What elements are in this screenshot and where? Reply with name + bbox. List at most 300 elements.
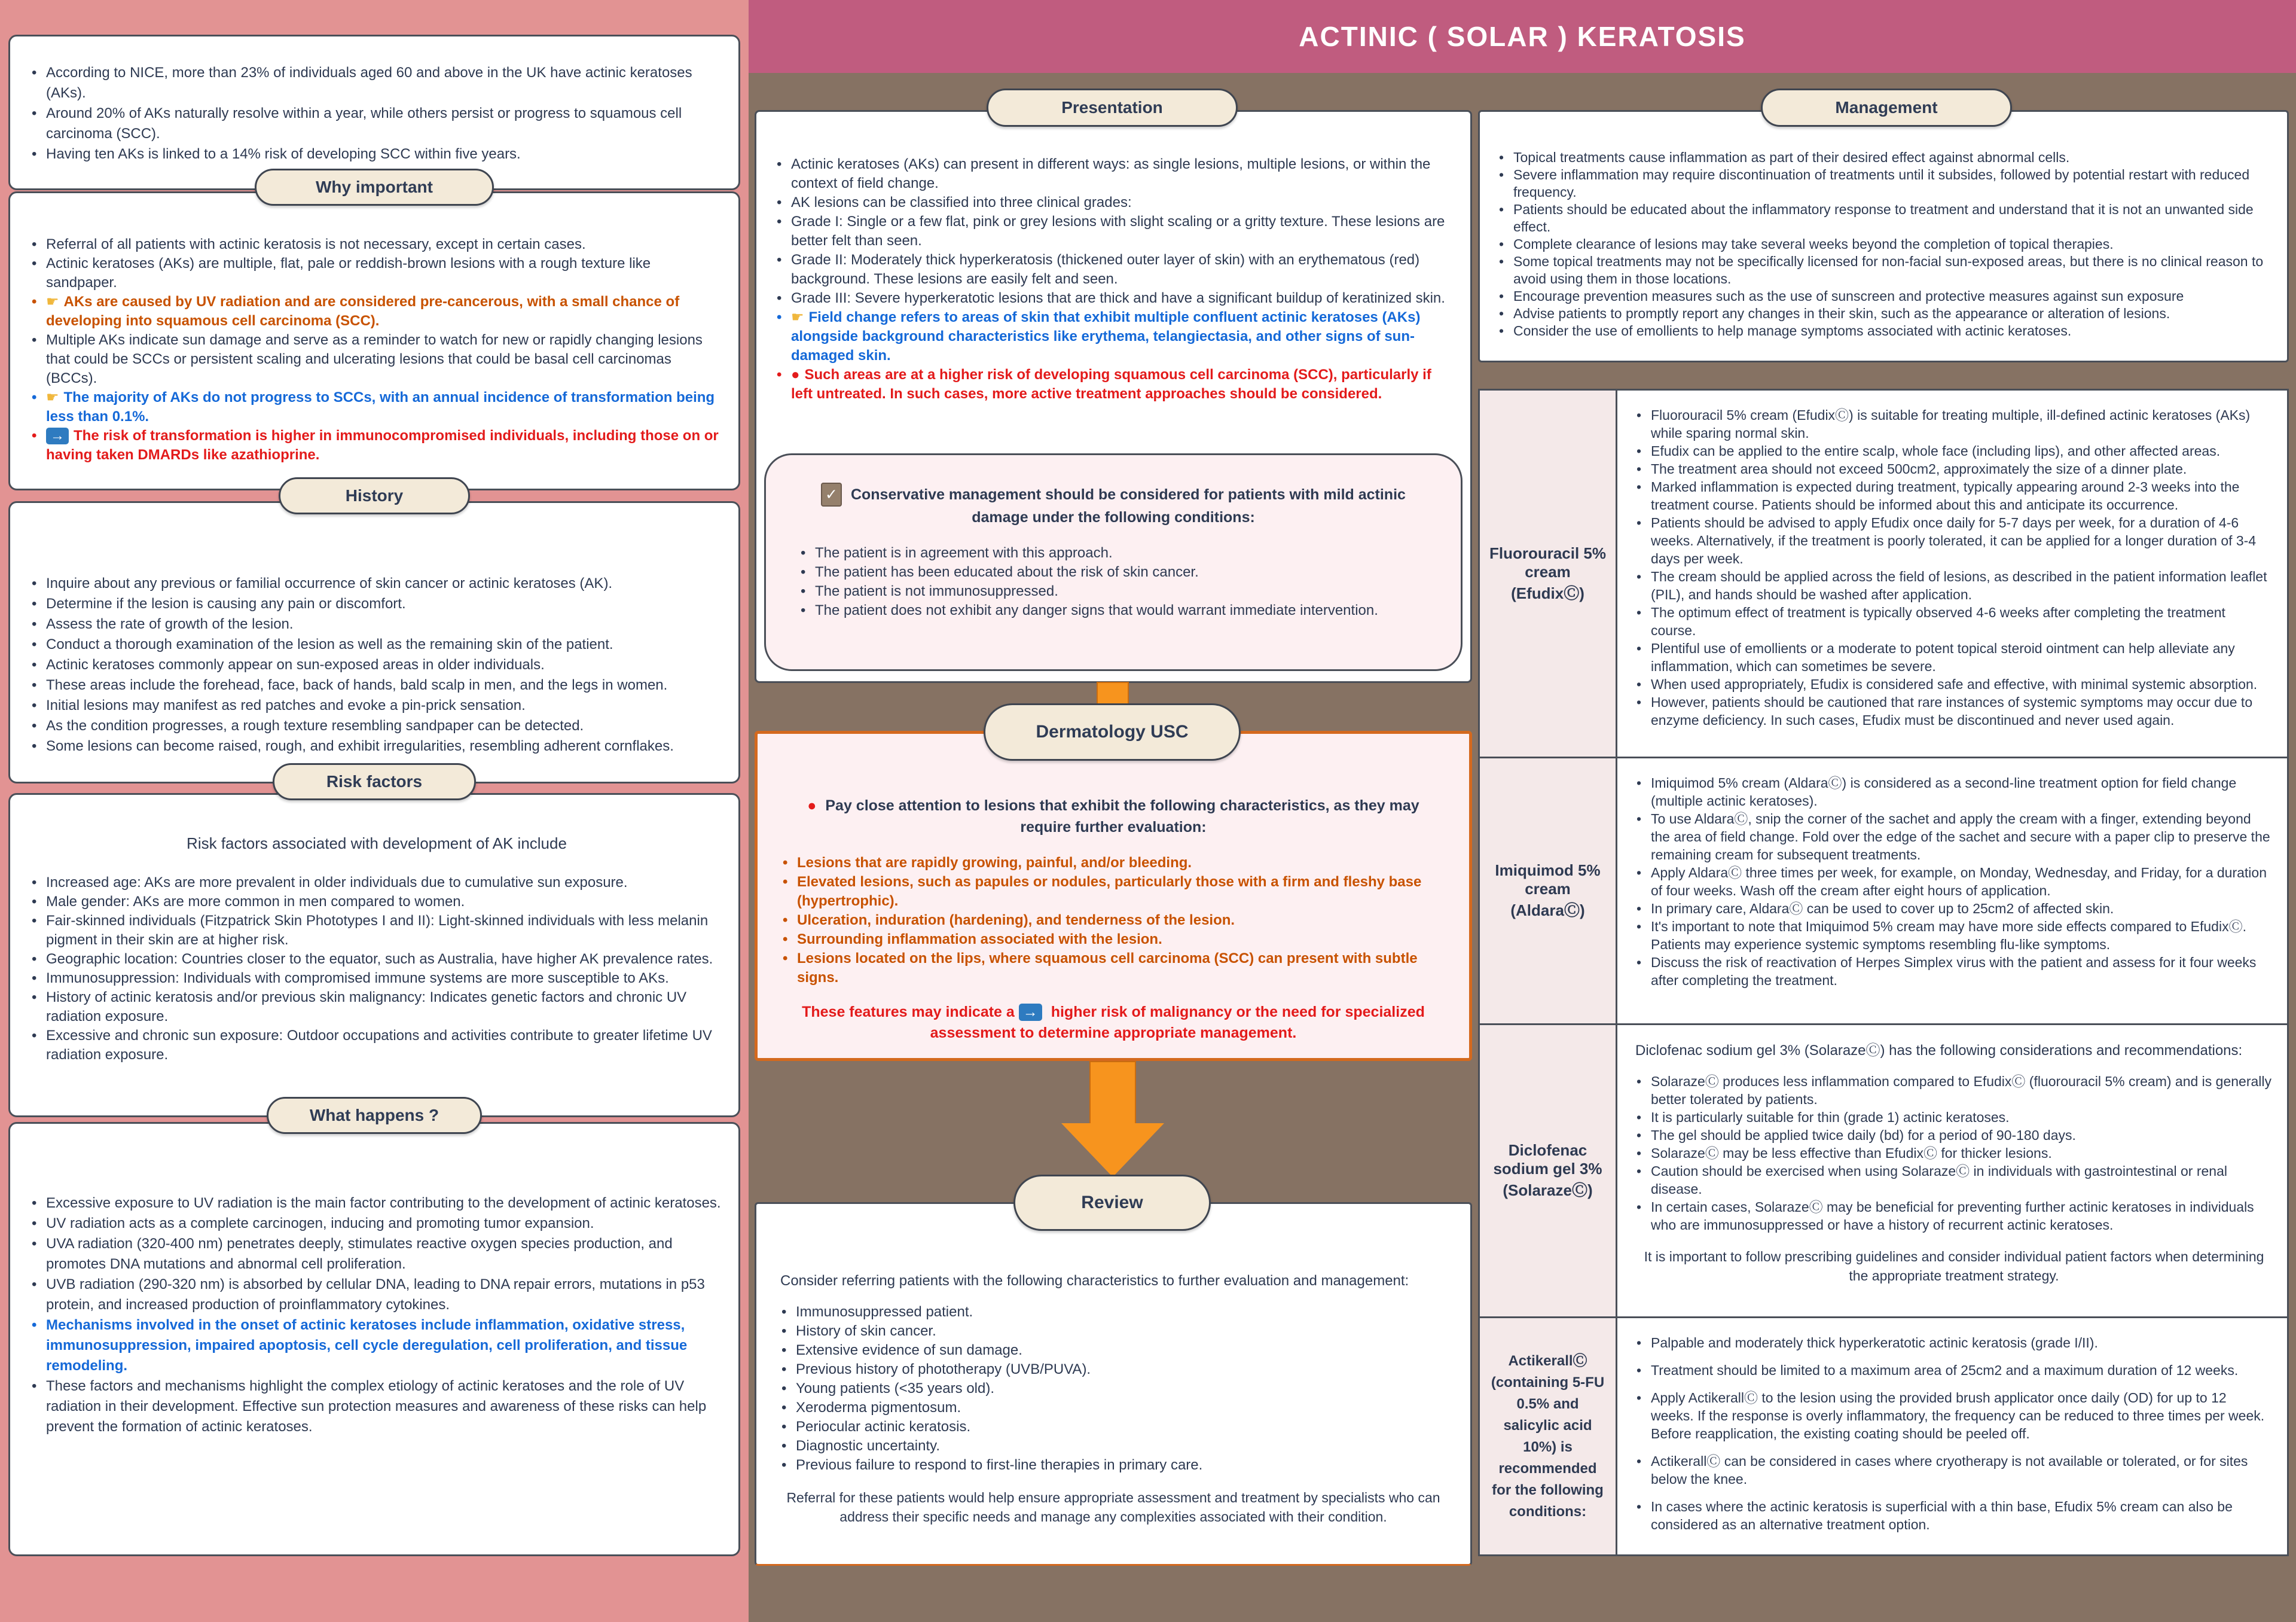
item-text: Consider the use of emollients to help manage symptoms associated with actinic keratoses.: [1513, 323, 2072, 339]
list-item: [1635, 478, 2273, 514]
item-text: UVA radiation (320-400 nm) penetrates deeply, stimulates reactive oxygen species production, and promotes DNA mutations and abnormal cell proliferation.: [46, 1236, 673, 1272]
finger-point-icon: ☛: [791, 309, 804, 325]
list-item: [30, 292, 723, 331]
bullet-marker: •: [783, 912, 788, 928]
bullet-marker: •: [1636, 811, 1642, 827]
treatment-row-content: [1617, 757, 2287, 1023]
finger-point-icon: ☛: [46, 294, 59, 310]
list-item: [799, 563, 1427, 582]
risk-factors-box: [8, 793, 740, 1117]
bullet-marker: •: [781, 1323, 787, 1339]
item-text: AKs are caused by UV radiation and are considered pre-cancerous, with a small chance of developing into squamous cell carcinoma (SCC).: [46, 294, 680, 329]
section-badge-why-important: [255, 169, 494, 206]
item-text: UVB radiation (290-320 nm) is absorbed by cellular DNA, leading to DNA repair errors, mutations in p53 protein, and increased production of proinflammatory cytokines.: [46, 1276, 705, 1313]
badge-label: History: [345, 486, 404, 505]
list-item: [1635, 1108, 2273, 1126]
list-item: [799, 601, 1427, 620]
list-item: [775, 365, 1455, 404]
bullet-marker: •: [32, 332, 37, 348]
item-text: History of skin cancer.: [796, 1323, 936, 1339]
item-text: Xeroderma pigmentosum.: [796, 1400, 961, 1416]
item-text: Conduct a thorough examination of the lesion as well as the remaining skin of the patient.: [46, 636, 613, 653]
list-item: [30, 716, 723, 736]
list-item: [1635, 1162, 2273, 1198]
item-text: Multiple AKs indicate sun damage and serve as a reminder to watch for new or rapidly changing lesions that could be SCCs or persistent scaling and ulcerating lesions that could be basal cell carcinomas (BCCs).: [46, 332, 703, 386]
bullet-marker: •: [32, 1378, 37, 1394]
list-item: [30, 1234, 723, 1275]
section-badge-dermatology-usc: [984, 703, 1241, 761]
list-item: [1498, 166, 2273, 201]
bullet-marker: •: [32, 1028, 37, 1044]
list-item: [775, 212, 1455, 251]
bullet-marker: •: [1499, 254, 1504, 269]
bullet-marker: •: [32, 1195, 37, 1211]
item-text: Some topical treatments may not be specifically licensed for non-facial sun-exposed areas, but there is no clinical reason to avoid using them in those locations.: [1513, 254, 2264, 286]
history-list: [30, 574, 723, 757]
list-item: [1635, 693, 2273, 729]
item-text: These factors and mechanisms highlight the complex etiology of actinic keratoses and the role of UV radiation in their development. Effective sun protection measures and awareness of these risks can help prevent the formation of actinic keratoses.: [46, 1378, 707, 1435]
list-item: [780, 1417, 1446, 1437]
item-text: Determine if the lesion is causing any pain or discomfort.: [46, 596, 406, 612]
item-text: Ulceration, induration (hardening), and tenderness of the lesion.: [797, 912, 1235, 928]
title-bar: [749, 0, 2296, 73]
bullet-marker: •: [801, 583, 806, 599]
treatment-row-header: Diclofenac sodium gel 3% (SolarazeⒸ): [1480, 1023, 1617, 1316]
list-item: [1635, 1334, 2273, 1352]
risk-factors-heading: Risk factors associated with development of AK include: [187, 834, 567, 852]
bullet-marker: •: [783, 931, 788, 947]
bullet-marker: •: [32, 146, 37, 162]
list-item: [1635, 460, 2273, 478]
list-item: [781, 911, 1445, 930]
list-item: [30, 1026, 723, 1065]
conservative-management-box: [764, 453, 1463, 671]
bullet-marker: •: [32, 1215, 37, 1231]
item-text: However, patients should be cautioned that rare instances of systemic symptoms may occur due to enzyme deficiency. In such cases, Efudix must be discontinued and never used again.: [1651, 694, 2253, 728]
list-item: [1498, 322, 2273, 340]
bullet-marker: •: [32, 236, 37, 252]
treatment-row-header: ActikerallⒸ (containing 5-FU 0.5% and salicylic acid 10%) is recommended for the following conditions:: [1480, 1316, 1617, 1554]
list-item: [780, 1360, 1446, 1379]
item-text: Assess the rate of growth of the lesion.: [46, 616, 294, 632]
why-important-list: [30, 235, 723, 465]
item-text: Extensive evidence of sun damage.: [796, 1342, 1022, 1358]
list-item: [775, 308, 1455, 365]
bullet-marker: •: [32, 970, 37, 986]
list-item: [780, 1322, 1446, 1341]
red-dot-icon: ●: [791, 367, 800, 383]
item-text: The optimum effect of treatment is typically observed 4-6 weeks after completing the treatment course.: [1651, 605, 2225, 638]
item-text: AK lesions can be classified into three clinical grades:: [791, 194, 1132, 211]
treatment-list: [1635, 1072, 2273, 1234]
item-text: In cases where the actinic keratosis is superficial with a thin base, Efudix 5% cream can also be considered as an alternative treatment option.: [1651, 1499, 2233, 1532]
bullet-marker: •: [32, 1276, 37, 1292]
item-text: The patient has been educated about the risk of skin cancer.: [815, 564, 1199, 580]
item-text: It's important to note that Imiquimod 5% cream may have more side effects compared to EfudixⒸ. Patients may experience systemic symptoms resembling flu-like symptoms.: [1651, 919, 2246, 952]
bullet-marker: •: [1636, 1127, 1642, 1143]
bullet-marker: •: [777, 309, 782, 325]
bullet-marker: •: [1499, 202, 1504, 217]
bullet-marker: •: [1499, 306, 1504, 321]
footer-prefix: These features may indicate a: [802, 1004, 1015, 1020]
down-arrow-icon: [1089, 1061, 1136, 1126]
item-text: The treatment area should not exceed 500cm2, approximately the size of a dinner plate.: [1651, 461, 2187, 477]
item-text: The patient does not exhibit any danger signs that would warrant immediate intervention.: [815, 602, 1378, 618]
item-text: Field change refers to areas of skin that exhibit multiple confluent actinic keratoses (AKs) alongside background characteristics like erythema, telangiectasia, and other signs of sun-damaged skin.: [791, 309, 1421, 364]
list-item: [775, 155, 1455, 193]
bullet-marker: •: [32, 697, 37, 714]
bullet-marker: •: [1636, 1074, 1642, 1089]
item-text: Some lesions can become raised, rough, and exhibit irregularities, resembling adherent cornflakes.: [46, 738, 674, 754]
item-text: Palpable and moderately thick hyperkeratotic actinic keratosis (grade I/II).: [1651, 1335, 2098, 1350]
list-item: [1635, 1072, 2273, 1108]
list-item: [30, 635, 723, 655]
check-icon: ✓: [821, 483, 842, 507]
list-item: [1635, 603, 2273, 639]
list-item: [781, 949, 1445, 987]
item-text: Geographic location: Countries closer to the equator, such as Australia, have higher AK prevalence rates.: [46, 951, 713, 967]
list-item: [1635, 810, 2273, 864]
list-item: [1635, 1198, 2273, 1234]
list-item: [30, 388, 723, 426]
list-item: [30, 594, 723, 614]
bullet-marker: •: [32, 389, 37, 406]
intro-list: [30, 63, 720, 164]
item-text: Caution should be exercised when using SolarazeⒸ in individuals with gastrointestinal or renal disease.: [1651, 1163, 2227, 1197]
bullet-marker: •: [1636, 1335, 1642, 1350]
list-item: [30, 1275, 723, 1315]
bullet-marker: •: [1636, 955, 1642, 970]
bullet-marker: •: [32, 951, 37, 967]
bullet-marker: •: [32, 596, 37, 612]
item-text: The risk of transformation is higher in immunocompromised individuals, including those on or having taken DMARDs like azathioprine.: [46, 428, 719, 463]
conservative-heading: [799, 483, 1427, 528]
item-text: In primary care, AldaraⒸ can be used to cover up to 25cm2 of affected skin.: [1651, 901, 2114, 916]
bullet-marker: •: [1636, 1453, 1642, 1469]
item-text: Periocular actinic keratosis.: [796, 1419, 971, 1435]
list-item: [1635, 1498, 2273, 1533]
treatment-row-content: [1617, 1316, 2287, 1554]
bullet-marker: •: [1636, 694, 1642, 710]
list-item: [30, 103, 720, 144]
item-text: Plentiful use of emollients or a moderate to potent topical steroid ointment can help alleviate any inflammation, which can sometimes be severe.: [1651, 641, 2235, 674]
item-text: Topical treatments cause inflammation as part of their desired effect against abnormal cells.: [1513, 150, 2070, 165]
bullet-marker: •: [1636, 1199, 1642, 1215]
list-item: [30, 655, 723, 675]
bullet-marker: •: [32, 636, 37, 653]
item-text: Surrounding inflammation associated with the lesion.: [797, 931, 1162, 947]
list-item: [1635, 442, 2273, 460]
list-item: [30, 1193, 723, 1214]
bullet-marker: •: [32, 718, 37, 734]
item-text: Imiquimod 5% cream (AldaraⒸ) is considered as a second-line treatment option for field change (multiple actinic keratoses).: [1651, 775, 2237, 809]
bullet-marker: •: [1499, 150, 1504, 165]
blue-arrow-icon: →: [1019, 1004, 1042, 1021]
treatment-table: [1478, 389, 2289, 1556]
bullet-marker: •: [1636, 1145, 1642, 1161]
item-text: Fluorouracil 5% cream (EfudixⒸ) is suitable for treating multiple, ill-defined actinic keratoses (AKs) while sparing normal skin.: [1651, 407, 2251, 441]
list-item: [1498, 236, 2273, 253]
treatment-row-content: [1617, 391, 2287, 757]
bullet-marker: •: [1636, 1390, 1642, 1405]
list-item: [780, 1437, 1446, 1456]
treatment-list: [1635, 774, 2273, 989]
bullet-marker: •: [783, 874, 788, 890]
list-item: [780, 1398, 1446, 1417]
bullet-marker: •: [32, 65, 37, 81]
list-item: [775, 289, 1455, 308]
bullet-marker: •: [1636, 676, 1642, 692]
item-text: ActikerallⒸ can be considered in cases where cryotherapy is not available or tolerated, or for sites below the knee.: [1651, 1453, 2248, 1487]
list-item: [30, 988, 723, 1026]
down-arrow-head-icon: [1061, 1123, 1164, 1177]
bullet-marker: •: [1499, 236, 1504, 252]
list-item: [1635, 639, 2273, 675]
bullet-marker: •: [781, 1400, 787, 1416]
badge-label: Why important: [316, 178, 433, 196]
section-badge-management: [1761, 89, 2012, 127]
bullet-marker: •: [781, 1438, 787, 1454]
conservative-list: [799, 544, 1427, 620]
list-item: [30, 614, 723, 635]
item-text: Inquire about any previous or familial occurrence of skin cancer or actinic keratoses (AK).: [46, 575, 613, 592]
bullet-marker: •: [777, 252, 782, 268]
list-item: [1635, 1126, 2273, 1144]
list-item: [1635, 900, 2273, 917]
item-text: Having ten AKs is linked to a 14% risk of developing SCC within five years.: [46, 146, 521, 162]
item-text: The cream should be applied across the field of lesions, as described in the patient information leaflet (PIL), and hands should be washed after application.: [1651, 569, 2267, 602]
item-text: When used appropriately, Efudix is considered safe and effective, with minimal systemic absorption.: [1651, 676, 2258, 692]
list-item: [1498, 253, 2273, 288]
list-item: [30, 950, 723, 969]
bullet-marker: •: [1636, 1163, 1642, 1179]
item-text: To use AldaraⒸ, snip the corner of the sachet and apply the cream with a finger, extending beyond the area of field change. Fold over the edge of the sachet and secure with a paper clip to preserve the remaining cream for subsequent treatments.: [1651, 811, 2270, 862]
item-text: Excessive exposure to UV radiation is the main factor contributing to the development of actinic keratoses.: [46, 1195, 721, 1211]
list-item: [30, 892, 723, 911]
list-item: [1635, 917, 2273, 953]
item-text: Efudix can be applied to the entire scalp, whole face (including lips), and other affected areas.: [1651, 443, 2221, 459]
bullet-marker: •: [1636, 479, 1642, 495]
item-text: The majority of AKs do not progress to SCCs, with an annual incidence of transformation being less than 0.1%.: [46, 389, 715, 425]
list-item: [781, 873, 1445, 911]
item-text: Immunosuppression: Individuals with compromised immune systems are more susceptible to AKs.: [46, 970, 669, 986]
bullet-marker: •: [32, 913, 37, 929]
bullet-marker: •: [32, 677, 37, 693]
item-text: Actinic keratoses (AKs) are multiple, flat, pale or reddish-brown lesions with a rough texture like sandpaper.: [46, 255, 651, 291]
treatment-list: [1635, 1334, 2273, 1533]
bullet-marker: •: [781, 1361, 787, 1377]
item-text: Referral of all patients with actinic keratosis is not necessary, except in certain cases.: [46, 236, 586, 252]
list-item: [30, 1315, 723, 1376]
list-item: [30, 736, 723, 757]
what-happens-box: [8, 1122, 740, 1556]
bullet-marker: •: [32, 894, 37, 910]
list-item: [1498, 201, 2273, 236]
item-text: Treatment should be limited to a maximum area of 25cm2 and a maximum duration of 12 weeks.: [1651, 1362, 2239, 1378]
bullet-marker: •: [1636, 569, 1642, 584]
item-text: Complete clearance of lesions may take several weeks beyond the completion of topical therapies.: [1513, 236, 2114, 252]
list-item: [780, 1379, 1446, 1398]
bullet-marker: •: [32, 738, 37, 754]
review-closing: Referral for these patients would help ensure appropriate assessment and treatment by specialists who can address their specific needs and manage any complexities associated with their condition.: [786, 1490, 1440, 1525]
conservative-heading-text: Conservative management should be considered for patients with mild actinic damage under the following conditions:: [850, 486, 1406, 526]
list-item: [30, 144, 720, 164]
bullet-marker: •: [1636, 641, 1642, 656]
list-item: [775, 193, 1455, 212]
history-box: [8, 501, 740, 783]
bullet-marker: •: [781, 1457, 787, 1473]
bullet-marker: •: [32, 1236, 37, 1252]
bullet-marker: •: [781, 1342, 787, 1358]
finger-point-icon: ☛: [46, 389, 59, 406]
list-item: [1635, 406, 2273, 442]
badge-label: Review: [1081, 1193, 1143, 1212]
item-text: Lesions located on the lips, where squamous cell carcinoma (SCC) can present with subtle signs.: [797, 950, 1418, 986]
item-text: Patients should be educated about the inflammatory response to treatment and understand that it is not an unwanted side effect.: [1513, 202, 2254, 234]
bullet-marker: •: [1636, 443, 1642, 459]
item-text: As the condition progresses, a rough texture resembling sandpaper can be detected.: [46, 718, 584, 734]
item-text: Initial lesions may manifest as red patches and evoke a pin-prick sensation.: [46, 697, 526, 714]
item-text: Apply ActikerallⒸ to the lesion using the provided brush applicator once daily (OD) for up to 12 weeks. If the response is overly inflammatory, the frequency can be reduced to three times per week. Before reapplication, the existing coating should be peeled off.: [1651, 1390, 2265, 1441]
list-item: [30, 873, 723, 892]
bullet-marker: •: [1636, 901, 1642, 916]
list-item: [30, 675, 723, 696]
bullet-marker: •: [801, 545, 806, 561]
item-text: It is particularly suitable for thin (grade 1) actinic keratoses.: [1651, 1109, 2010, 1125]
badge-label: Risk factors: [326, 772, 423, 791]
left-panel: [0, 0, 749, 1622]
bullet-marker: •: [32, 989, 37, 1005]
item-text: Excessive and chronic sun exposure: Outdoor occupations and activities contribute to greater lifetime UV radiation exposure.: [46, 1028, 712, 1063]
dermatology-alert-box: [755, 731, 1472, 1061]
bullet-marker: •: [32, 575, 37, 592]
dermatology-list: [781, 853, 1445, 987]
dermatology-heading-text: Pay close attention to lesions that exhibit the following characteristics, as they may require further evaluation:: [825, 797, 1419, 836]
intro-box: [8, 35, 740, 190]
item-text: Grade I: Single or a few flat, pink or grey lesions with slight scaling or a gritty texture. These lesions are better felt than seen.: [791, 214, 1445, 249]
list-item: [799, 582, 1427, 601]
presentation-list: [775, 155, 1455, 404]
bullet-marker: •: [781, 1304, 787, 1320]
review-list: [780, 1303, 1446, 1475]
bullet-marker: •: [1636, 865, 1642, 880]
item-text: Previous failure to respond to first-line therapies in primary care.: [796, 1457, 1203, 1473]
bullet-marker: •: [801, 602, 806, 618]
blue-arrow-icon: →: [46, 428, 69, 444]
bullet-marker: •: [777, 290, 782, 306]
page-title: ACTINIC ( SOLAR ) KERATOSIS: [1299, 21, 1746, 52]
item-text: SolarazeⒸ produces less inflammation compared to EfudixⒸ (fluorouracil 5% cream) and is generally better tolerated by patients.: [1651, 1074, 2272, 1107]
item-text: Increased age: AKs are more prevalent in older individuals due to cumulative sun exposure.: [46, 874, 628, 891]
bullet-marker: •: [1636, 1499, 1642, 1514]
why-important-box: [8, 191, 740, 490]
list-item: [1635, 864, 2273, 900]
list-item: [1635, 953, 2273, 989]
dermatology-footer: [781, 1002, 1445, 1044]
bullet-marker: •: [32, 1317, 37, 1333]
treatment-intro: Diclofenac sodium gel 3% (SolarazeⒸ) has the following considerations and recommendations:: [1635, 1042, 2243, 1059]
bullet-marker: •: [1636, 919, 1642, 934]
bullet-marker: •: [32, 616, 37, 632]
item-text: The patient is in agreement with this approach.: [815, 545, 1113, 561]
list-item: [780, 1456, 1446, 1475]
list-item: [30, 235, 723, 254]
treatment-list: [1635, 406, 2273, 729]
list-item: [799, 544, 1427, 563]
treatment-row-header: Fluorouracil 5% cream (EfudixⒸ): [1480, 391, 1617, 757]
treatment-closing: It is important to follow prescribing guidelines and consider individual patient factors when determining the appropriate treatment strategy.: [1644, 1249, 2264, 1283]
list-item: [781, 930, 1445, 949]
list-item: [1635, 1144, 2273, 1162]
review-intro: Consider referring patients with the following characteristics to further evaluation and management:: [780, 1273, 1409, 1289]
badge-label: What happens ?: [309, 1106, 439, 1124]
item-text: Such areas are at a higher risk of developing squamous cell carcinoma (SCC), particularly if left untreated. In such cases, more active treatment approaches should be considered.: [791, 367, 1431, 402]
bullet-marker: •: [32, 657, 37, 673]
item-text: Mechanisms involved in the onset of actinic keratoses include inflammation, oxidative stress, immunosuppression, impaired apoptosis, cell cycle deregulation, cell proliferation, and tissue remodeling.: [46, 1317, 688, 1374]
item-text: Young patients (<35 years old).: [796, 1380, 995, 1397]
list-item: [1498, 288, 2273, 305]
badge-label: Dermatology USC: [1036, 722, 1189, 742]
bullet-marker: •: [32, 294, 37, 310]
list-item: [30, 574, 723, 594]
list-item: [1498, 305, 2273, 322]
item-text: SolarazeⒸ may be less effective than EfudixⒸ for thicker lesions.: [1651, 1145, 2052, 1161]
list-item: [30, 696, 723, 716]
bullet-marker: •: [1636, 461, 1642, 477]
item-text: Actinic keratoses commonly appear on sun-exposed areas in older individuals.: [46, 657, 545, 673]
red-dot-icon: ●: [807, 797, 817, 814]
item-text: Fair-skinned individuals (Fitzpatrick Skin Phototypes I and II): Light-skinned individuals with less melanin pigment in their skin are at higher risk.: [46, 913, 709, 948]
list-item: [30, 911, 723, 950]
item-text: These areas include the forehead, face, back of hands, bald scalp in men, and the legs in women.: [46, 677, 668, 693]
bullet-marker: •: [777, 194, 782, 211]
list-item: [780, 1341, 1446, 1360]
item-text: Advise patients to promptly report any changes in their skin, such as the appearance or alteration of lesions.: [1513, 306, 2170, 321]
bullet-marker: •: [32, 874, 37, 891]
section-badge-presentation: [987, 89, 1238, 127]
item-text: Patients should be advised to apply Efudix once daily for 5-7 days per week, for a duration of 4-6 weeks. Alternatively, if the treatment is poorly tolerated, it can be applied for a longer duration of 3-4 days per week.: [1651, 515, 2257, 566]
item-text: Previous history of phototherapy (UVB/PUVA).: [796, 1361, 1091, 1377]
list-item: [30, 426, 723, 465]
item-text: Male gender: AKs are more common in men compared to women.: [46, 894, 465, 910]
section-badge-what-happens: [267, 1097, 482, 1134]
item-text: Lesions that are rapidly growing, painful, and/or bleeding.: [797, 855, 1192, 871]
bullet-marker: •: [1499, 288, 1504, 304]
dermatology-heading: [781, 795, 1445, 838]
what-happens-list: [30, 1193, 723, 1437]
section-badge-review: [1013, 1175, 1211, 1231]
risk-factors-list: [30, 873, 723, 1065]
bullet-marker: •: [32, 428, 37, 444]
list-item: [30, 1376, 723, 1437]
item-text: Apply AldaraⒸ three times per week, for example, on Monday, Wednesday, and Friday, for a duration of four weeks. Wash off the cream after eight hours of application.: [1651, 865, 2267, 898]
bullet-marker: •: [777, 367, 782, 383]
bullet-marker: •: [783, 950, 788, 967]
list-item: [1635, 1452, 2273, 1488]
list-item: [1635, 774, 2273, 810]
list-item: [1635, 568, 2273, 603]
management-list: [1498, 149, 2273, 340]
bullet-marker: •: [1636, 1362, 1642, 1378]
management-panel: [1478, 110, 2289, 362]
list-item: [1498, 149, 2273, 166]
item-text: Discuss the risk of reactivation of Herpes Simplex virus with the patient and assess for it four weeks after completing the treatment.: [1651, 955, 2257, 988]
item-text: Severe inflammation may require discontinuation of treatments until it subsides, followed by potential restart with reduced frequency.: [1513, 167, 2250, 200]
bullet-marker: •: [777, 214, 782, 230]
list-item: [30, 331, 723, 388]
section-badge-history: [279, 477, 470, 514]
item-text: Actinic keratoses (AKs) can present in different ways: as single lesions, multiple lesions, or within the context of field change.: [791, 156, 1431, 191]
